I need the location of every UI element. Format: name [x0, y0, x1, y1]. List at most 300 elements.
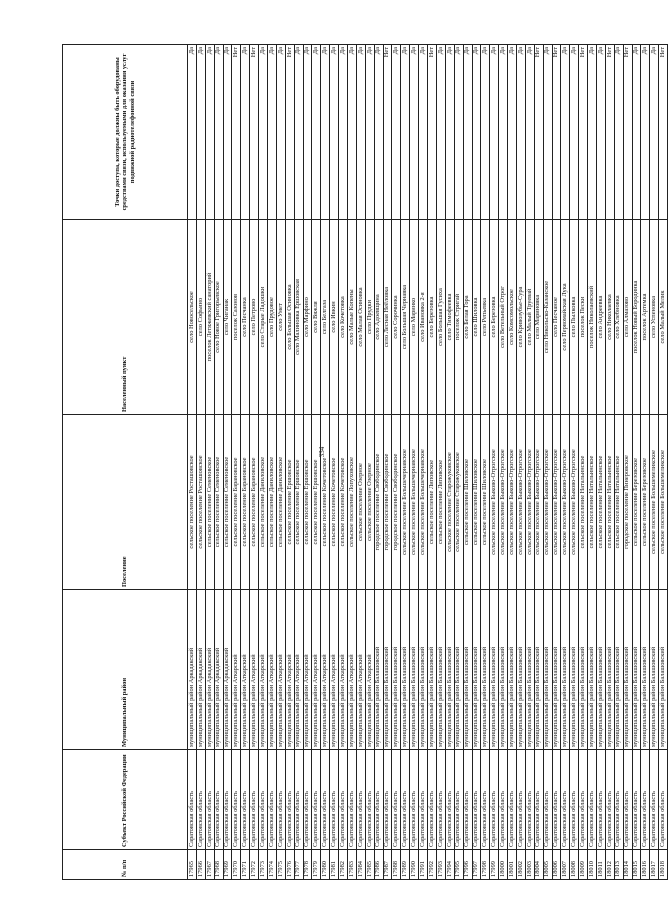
cell-access-point: Да	[268, 45, 277, 220]
cell-settlement: сельское поселение Росташовское	[196, 415, 205, 590]
cell-district: муниципальный район Балашовский	[632, 590, 641, 750]
table-row	[205, 45, 214, 880]
cell-access-point: Да	[303, 45, 312, 220]
cell-access-point: Да	[312, 45, 321, 220]
cell-settlement: сельское поселение Большемеликское	[650, 415, 659, 590]
cell-locality: село Новое Григорьевское	[214, 220, 223, 415]
cell-access-point: Да	[561, 45, 570, 220]
cell-subject: Саратовская область	[588, 750, 597, 850]
table-row	[614, 45, 623, 880]
cell-district: муниципальный район Балашовский	[579, 590, 588, 750]
cell-locality: село Прудки	[365, 220, 374, 415]
cell-district: муниципальный район Балашовский	[481, 590, 490, 750]
cell-subject: Саратовская область	[276, 750, 285, 850]
table-row	[196, 45, 205, 880]
cell-locality: поселок Новый Бородинка	[632, 220, 641, 415]
cell-access-point: Да	[472, 45, 481, 220]
cell-district: муниципальный район Балашовский	[410, 590, 419, 750]
table-row	[525, 45, 534, 880]
cell-district: муниципальный район Балашовский	[516, 590, 525, 750]
cell-locality: село Малый Труевай	[525, 220, 534, 415]
cell-district: муниципальный район Балашовский	[463, 590, 472, 750]
cell-settlement: сельское поселение Барановское	[250, 415, 259, 590]
cell-locality: село Николаевка	[605, 220, 614, 415]
cell-subject: Саратовская область	[659, 750, 668, 850]
cell-settlement: сельское поселение Быково-Отрогское	[561, 415, 570, 590]
table-row	[330, 45, 339, 880]
cell-locality: село Березовка	[428, 220, 437, 415]
cell-number: 17991	[419, 850, 428, 880]
cell-locality: село Новосельское	[188, 220, 197, 415]
cell-access-point: Да	[356, 45, 365, 220]
cell-number: 18001	[508, 850, 517, 880]
cell-access-point: Да	[614, 45, 623, 220]
cell-locality: село Алмазово	[623, 220, 632, 415]
cell-number: 17988	[392, 850, 401, 880]
cell-settlement: городское поселение Свободинское	[383, 415, 392, 590]
cell-subject: Саратовская область	[312, 750, 321, 850]
cell-locality: село Первомайская Лука	[561, 220, 570, 415]
cell-settlement: сельское поселение Быково-Отрогское	[490, 415, 499, 590]
cell-district: муниципальный район Аткарский	[285, 590, 294, 750]
cell-district: муниципальный район Балашовский	[436, 590, 445, 750]
cell-district: муниципальный район Балашовский	[614, 590, 623, 750]
cell-access-point: Да	[596, 45, 605, 220]
cell-settlement: сельское поселение Озерное	[365, 415, 374, 590]
cell-settlement: сельское поселение Росташовское	[188, 415, 197, 590]
cell-subject: Саратовская область	[365, 750, 374, 850]
table-row	[561, 45, 570, 880]
cell-locality: село Репьевка	[481, 220, 490, 415]
cell-subject: Саратовская область	[641, 750, 650, 850]
cell-district: муниципальный район Аркадакский	[223, 590, 232, 750]
cell-settlement: сельское поселение Березовское	[632, 415, 641, 590]
cell-subject: Саратовская область	[383, 750, 392, 850]
cell-district: муниципальный район Аркадакский	[214, 590, 223, 750]
cell-settlement: сельское поселение Ершовское	[285, 415, 294, 590]
table-row	[356, 45, 365, 880]
cell-district: муниципальный район Балашовский	[454, 590, 463, 750]
table-row	[499, 45, 508, 880]
table-row	[312, 45, 321, 880]
cell-settlement: сельское поселение Ершовское	[303, 415, 312, 590]
table-row	[339, 45, 348, 880]
table-row	[508, 45, 517, 880]
cell-access-point: Да	[419, 45, 428, 220]
cell-settlement: сельское поселение Натальинское	[596, 415, 605, 590]
cell-access-point: Да	[223, 45, 232, 220]
cell-settlement: сельское поселение Натальинское	[579, 415, 588, 590]
cell-access-point: Да	[321, 45, 330, 220]
cell-subject: Саратовская область	[392, 750, 401, 850]
cell-district: муниципальный район Балашовский	[490, 590, 499, 750]
table-row	[579, 45, 588, 880]
cell-number: 17969	[223, 850, 232, 880]
cell-locality: село Маринко	[410, 220, 419, 415]
table-row	[214, 45, 223, 880]
cell-settlement: сельское поселение Семеновское	[205, 415, 214, 590]
cell-subject: Саратовская область	[561, 750, 570, 850]
cell-district: муниципальный район Балашовский	[419, 590, 428, 750]
cell-district: муниципальный район Аткарский	[303, 590, 312, 750]
cell-district: муниципальный район Аркадакский	[188, 590, 197, 750]
cell-subject: Саратовская область	[472, 750, 481, 850]
table-body	[188, 45, 668, 880]
cell-number: 17978	[303, 850, 312, 880]
cell-settlement: городское поселение Пинеровское	[623, 415, 632, 590]
cell-settlement: сельское поселение Даниловское	[276, 415, 285, 590]
cell-access-point: Да	[588, 45, 597, 220]
cell-locality: село Вяжля	[312, 220, 321, 415]
cell-district: муниципальный район Балашовский	[428, 590, 437, 750]
cell-number: 18011	[596, 850, 605, 880]
cell-number: 17967	[205, 850, 214, 880]
cell-access-point: Нет	[623, 45, 632, 220]
cell-subject: Саратовская область	[552, 750, 561, 850]
cell-settlement: сельское поселение Шиловское	[463, 415, 472, 590]
cell-number: 17986	[374, 850, 383, 880]
cell-settlement: сельское поселение Быково-Отрогское	[534, 415, 543, 590]
table-row	[401, 45, 410, 880]
cell-access-point: Да	[436, 45, 445, 220]
cell-number: 17994	[445, 850, 454, 880]
cell-access-point: Да	[570, 45, 579, 220]
cell-access-point: Нет	[428, 45, 437, 220]
cell-access-point: Да	[490, 45, 499, 220]
cell-subject: Саратовская область	[428, 750, 437, 850]
table-row	[472, 45, 481, 880]
cell-locality: село Ветельный Отрог	[499, 220, 508, 415]
table-header	[63, 45, 188, 880]
cell-number: 17972	[250, 850, 259, 880]
cell-number: 17983	[348, 850, 357, 880]
cell-settlement: сельское поселение Лопуховское	[348, 415, 357, 590]
cell-subject: Саратовская область	[303, 750, 312, 850]
cell-subject: Саратовская область	[374, 750, 383, 850]
table-row	[481, 45, 490, 880]
cell-locality: село Песчаное	[552, 220, 561, 415]
cell-locality: село Адоевщина	[374, 220, 383, 415]
cell-number: 17999	[490, 850, 499, 880]
cell-access-point: Да	[348, 45, 357, 220]
cell-subject: Саратовская область	[214, 750, 223, 850]
table-row	[552, 45, 561, 880]
cell-access-point: Да	[525, 45, 534, 220]
cell-settlement: сельское поселение Старожуковское	[454, 415, 463, 590]
cell-settlement: сельское поселение Быково-Отрогское	[508, 415, 517, 590]
cell-locality: село Белая Гора	[463, 220, 472, 415]
cell-subject: Саратовская область	[285, 750, 294, 850]
cell-number: 18014	[623, 850, 632, 880]
cell-access-point: Да	[330, 45, 339, 220]
cell-district: муниципальный район Аткарский	[259, 590, 268, 750]
document-sheet	[62, 45, 666, 880]
table-row	[410, 45, 419, 880]
cell-subject: Саратовская область	[508, 750, 517, 850]
table-row	[534, 45, 543, 880]
cell-access-point: Нет	[383, 45, 392, 220]
cell-subject: Саратовская область	[196, 750, 205, 850]
table-row	[454, 45, 463, 880]
cell-access-point: Нет	[232, 45, 241, 220]
cell-number: 18015	[632, 850, 641, 880]
cell-number: 18008	[570, 850, 579, 880]
cell-district: муниципальный район Аткарский	[356, 590, 365, 750]
cell-district: муниципальный район Балашовский	[374, 590, 383, 750]
cell-settlement: сельское поселение Быково-Отрогское	[516, 415, 525, 590]
cell-locality: село Березовка	[490, 220, 499, 415]
cell-subject: Саратовская область	[401, 750, 410, 850]
cell-number: 17997	[472, 850, 481, 880]
cell-access-point: Да	[294, 45, 303, 220]
cell-district: муниципальный район Балашовский	[623, 590, 632, 750]
cell-access-point: Да	[214, 45, 223, 220]
cell-locality: село Чиганак	[223, 220, 232, 415]
cell-district: муниципальный район Аткарский	[276, 590, 285, 750]
cell-number: 17979	[312, 850, 321, 880]
cell-access-point: Нет	[534, 45, 543, 220]
page-number: 334	[318, 446, 326, 458]
cell-number: 18017	[650, 850, 659, 880]
cell-locality: поселок Пески	[579, 220, 588, 415]
cell-locality: село Белгаза	[321, 220, 330, 415]
cell-locality: село Малые Копены	[348, 220, 357, 415]
table-row	[259, 45, 268, 880]
cell-locality: поселок Николаевский	[588, 220, 597, 415]
cell-number: 17984	[356, 850, 365, 880]
table-row	[241, 45, 250, 880]
cell-settlement: сельское поселение Быково-Отрогское	[552, 415, 561, 590]
table-row	[570, 45, 579, 880]
cell-district: муниципальный район Аткарский	[365, 590, 374, 750]
cell-district: муниципальный район Балашовский	[534, 590, 543, 750]
cell-number: 17977	[294, 850, 303, 880]
cell-subject: Саратовская область	[339, 750, 348, 850]
cell-settlement: сельское поселение Натальинское	[614, 415, 623, 590]
cell-number: 17971	[241, 850, 250, 880]
table-row	[632, 45, 641, 880]
cell-settlement: сельское поселение Семеновское	[223, 415, 232, 590]
table-row	[650, 45, 659, 880]
table-row	[294, 45, 303, 880]
cell-settlement: сельское поселение Шиловское	[472, 415, 481, 590]
cell-subject: Саратовская область	[223, 750, 232, 850]
cell-locality: село Старые Ладошки	[259, 220, 268, 415]
cell-access-point: Да	[339, 45, 348, 220]
cell-locality: село Песчанка	[241, 220, 250, 415]
cell-locality: село Большая Чернавка	[401, 220, 410, 415]
table-row	[588, 45, 597, 880]
cell-locality: село Шиловка	[472, 220, 481, 415]
cell-locality: село Пылковка	[570, 220, 579, 415]
cell-number: 18018	[659, 850, 668, 880]
cell-district: муниципальный район Балашовский	[561, 590, 570, 750]
cell-settlement: сельское поселение Быково-Отрогское	[570, 415, 579, 590]
table-row	[428, 45, 437, 880]
cell-access-point: Да	[632, 45, 641, 220]
cell-locality: село Ивановка 2-я	[419, 220, 428, 415]
cell-number: 17982	[339, 850, 348, 880]
table-row	[419, 45, 428, 880]
cell-number: 18000	[499, 850, 508, 880]
cell-number: 17985	[365, 850, 374, 880]
cell-number: 18006	[552, 850, 561, 880]
cell-district: муниципальный район Балашовский	[472, 590, 481, 750]
cell-access-point: Да	[276, 45, 285, 220]
cell-access-point: Да	[641, 45, 650, 220]
cell-district: муниципальный район Аркадакский	[205, 590, 214, 750]
cell-access-point: Да	[401, 45, 410, 220]
cell-locality: село Тимофеевка	[445, 220, 454, 415]
cell-access-point: Нет	[285, 45, 294, 220]
cell-settlement: сельское поселение Быково-Отрогское	[543, 415, 552, 590]
table-row	[250, 45, 259, 880]
table-row	[223, 45, 232, 880]
cell-access-point: Да	[463, 45, 472, 220]
table-row	[285, 45, 294, 880]
cell-locality: поселок Летяжевский санаторий	[205, 220, 214, 415]
cell-locality: село Кривозубье-Сура	[516, 220, 525, 415]
cell-access-point: Да	[392, 45, 401, 220]
cell-access-point: Да	[454, 45, 463, 220]
cell-district: муниципальный район Аткарский	[330, 590, 339, 750]
cell-settlement: сельское поселение Натальинское	[588, 415, 597, 590]
cell-number: 18004	[534, 850, 543, 880]
cell-district: муниципальный район Аткарский	[321, 590, 330, 750]
cell-subject: Саратовская область	[516, 750, 525, 850]
cell-subject: Саратовская область	[499, 750, 508, 850]
table-row	[268, 45, 277, 880]
cell-subject: Саратовская область	[250, 750, 259, 850]
cell-subject: Саратовская область	[419, 750, 428, 850]
cell-settlement: сельское поселение Даниловское	[268, 415, 277, 590]
cell-access-point: Да	[508, 45, 517, 220]
cell-locality: поселок Артемка	[641, 220, 650, 415]
cell-subject: Саратовская область	[188, 750, 197, 850]
table-row	[445, 45, 454, 880]
cell-number: 17990	[410, 850, 419, 880]
cell-number: 17975	[276, 850, 285, 880]
cell-access-point: Да	[241, 45, 250, 220]
cell-number: 17989	[401, 850, 410, 880]
cell-locality: село Умет	[276, 220, 285, 415]
cell-locality: село Петрово	[250, 220, 259, 415]
table-row	[232, 45, 241, 880]
cell-district: муниципальный район Аткарский	[268, 590, 277, 750]
cell-locality: село Никольско-Казанское	[543, 220, 552, 415]
cell-district: муниципальный район Балашовский	[650, 590, 659, 750]
header-cell-locality: Населенный пункт	[63, 220, 188, 415]
cell-subject: Саратовская область	[605, 750, 614, 850]
table-row	[303, 45, 312, 880]
cell-settlement: сельское поселение Липовское	[436, 415, 445, 590]
table-row	[365, 45, 374, 880]
cell-locality: село Большая Осиновка	[285, 220, 294, 415]
cell-district: муниципальный район Аркадакский	[196, 590, 205, 750]
cell-number: 17995	[454, 850, 463, 880]
cell-subject: Саратовская область	[241, 750, 250, 850]
cell-subject: Саратовская область	[205, 750, 214, 850]
cell-number: 17998	[481, 850, 490, 880]
cell-locality: село Малиновка Ершовская	[294, 220, 303, 415]
cell-subject: Саратовская область	[294, 750, 303, 850]
cell-settlement: сельское поселение Быково-Отрогское	[499, 415, 508, 590]
cell-district: муниципальный район Балашовский	[383, 590, 392, 750]
cell-district: муниципальный район Балашовский	[508, 590, 517, 750]
cell-number: 18002	[516, 850, 525, 880]
cell-settlement: городское поселение Свободинское	[392, 415, 401, 590]
cell-access-point: Да	[516, 45, 525, 220]
cell-settlement: сельское поселение Шиловское	[481, 415, 490, 590]
cell-subject: Саратовская область	[623, 750, 632, 850]
cell-number: 17974	[268, 850, 277, 880]
cell-subject: Саратовская область	[356, 750, 365, 850]
cell-district: муниципальный район Балашовский	[588, 590, 597, 750]
cell-settlement: сельское поселение Старожуковское	[445, 415, 454, 590]
table-row	[436, 45, 445, 880]
cell-subject: Саратовская область	[445, 750, 454, 850]
cell-settlement: сельское поселение Большечернавское	[419, 415, 428, 590]
cell-number: 18016	[641, 850, 650, 880]
cell-locality: село Комсомольское	[508, 220, 517, 415]
cell-subject: Саратовская область	[614, 750, 623, 850]
cell-number: 17968	[214, 850, 223, 880]
cell-number: 18003	[525, 850, 534, 880]
cell-district: муниципальный район Балашовский	[401, 590, 410, 750]
cell-locality: село Малый Мелик	[659, 220, 668, 415]
cell-subject: Саратовская область	[534, 750, 543, 850]
cell-number: 17970	[232, 850, 241, 880]
cell-access-point: Да	[365, 45, 374, 220]
cell-access-point: Нет	[605, 45, 614, 220]
table-row	[659, 45, 668, 880]
table-row	[188, 45, 197, 880]
cell-locality: поселок Стригай	[454, 220, 463, 415]
cell-access-point: Нет	[552, 45, 561, 220]
cell-number: 18009	[579, 850, 588, 880]
cell-number: 17980	[321, 850, 330, 880]
table-row	[348, 45, 357, 880]
cell-district: муниципальный район Балашовский	[525, 590, 534, 750]
cell-settlement: сельское поселение Озерное	[356, 415, 365, 590]
cell-settlement: сельское поселение Семеновское	[214, 415, 223, 590]
cell-number: 17993	[436, 850, 445, 880]
cell-locality: село Кочетовка	[339, 220, 348, 415]
cell-settlement: сельское поселение Кочетовское	[339, 415, 348, 590]
header-cell-access-point: Точки доступа, которые должны быть оборудованы средствами связи, используемыми для оказания услуг подвижной радиотелефонной связи	[63, 45, 188, 220]
table-row	[516, 45, 525, 880]
table-row	[276, 45, 285, 880]
cell-district: муниципальный район Аткарский	[348, 590, 357, 750]
cell-access-point: Да	[445, 45, 454, 220]
cell-district: муниципальный район Балашовский	[596, 590, 605, 750]
cell-subject: Саратовская область	[410, 750, 419, 850]
cell-number: 17981	[330, 850, 339, 880]
cell-settlement: сельское поселение Ершовское	[312, 415, 321, 590]
cell-number: 18007	[561, 850, 570, 880]
cell-access-point: Да	[259, 45, 268, 220]
cell-settlement: сельское поселение Липовское	[428, 415, 437, 590]
header-row	[63, 45, 188, 880]
header-cell-subject: Субъект Российской Федерации	[63, 750, 188, 850]
table-row	[463, 45, 472, 880]
cell-district: муниципальный район Балашовский	[570, 590, 579, 750]
cell-settlement: сельское поселение Большечернавское	[410, 415, 419, 590]
table-row	[623, 45, 632, 880]
table-row	[596, 45, 605, 880]
settlements-table	[62, 44, 668, 880]
cell-district: муниципальный район Балашовский	[659, 590, 668, 750]
